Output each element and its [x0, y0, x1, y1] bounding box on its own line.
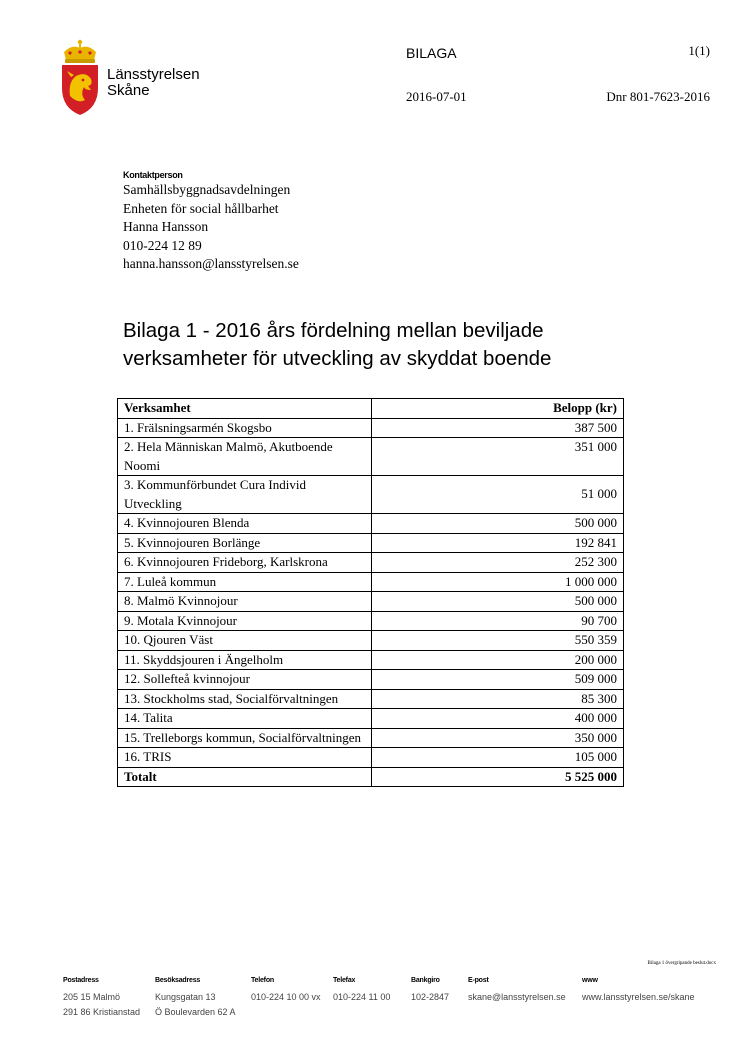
contact-department: Samhällsbyggnadsavdelningen	[123, 182, 291, 197]
table-row	[118, 631, 624, 651]
page-number: 1(1)	[688, 43, 710, 58]
document-filename: Bilaga 1 övergripande beslut.docx	[647, 961, 716, 966]
total-row	[118, 767, 624, 787]
footer-value: 010-224 10 00 vx	[251, 992, 321, 1002]
table-row	[118, 748, 624, 768]
footer-heading: Besöksadress	[155, 977, 201, 984]
row-name: 16. TRIS	[118, 748, 372, 768]
row-amount: 252 300	[372, 553, 624, 573]
footer-value: www.lansstyrelsen.se/skane	[582, 992, 695, 1002]
row-name: 13. Stockholms stad, Socialförvaltningen	[118, 689, 372, 709]
contact-phone: 010-224 12 89	[123, 237, 202, 253]
table-row	[118, 689, 624, 709]
document-date: 2016-07-01	[406, 89, 467, 104]
row-name: 14. Talita	[118, 709, 372, 729]
row-amount: 90 700	[372, 611, 624, 631]
footer-phone	[251, 976, 321, 1005]
footer-value: 010-224 11 00	[333, 992, 391, 1002]
contact-unit: Enheten för social hållbarhet	[123, 200, 279, 216]
footer-value: 205 15 Malmö	[63, 992, 121, 1002]
footer-heading: Telefon	[251, 977, 274, 984]
contact-label: Kontaktperson	[123, 170, 183, 180]
table-row	[118, 514, 624, 534]
organization-name: Länsstyrelsen	[107, 66, 200, 83]
row-name: 10. Qjouren Väst	[118, 631, 372, 651]
table-row	[118, 418, 624, 438]
total-amount: 5 525 000	[372, 767, 624, 787]
row-name: 9. Motala Kvinnojour	[118, 611, 372, 631]
footer-value: 102-2847	[411, 992, 450, 1002]
footer-heading: Telefax	[333, 977, 356, 984]
row-amount: 192 841	[372, 533, 624, 553]
footer-value: Ö Boulevarden 62 A	[155, 1007, 236, 1017]
footer-value: Kungsgatan 13	[155, 992, 216, 1002]
footer-visiting-address	[155, 976, 236, 1020]
row-amount: 51 000	[372, 476, 624, 514]
footer-heading: E-post	[468, 977, 489, 984]
table-row	[118, 533, 624, 553]
footer-email	[468, 976, 566, 1005]
table-row	[118, 476, 624, 514]
table-row	[118, 553, 624, 573]
row-name: 15. Trelleborgs kommun, Socialförvaltningen	[118, 728, 372, 748]
row-name: 3. Kommunförbundet Cura Individ Utveckling	[118, 476, 372, 514]
row-name: 2. Hela Människan Malmö, Akutboende Noomi	[118, 438, 372, 476]
footer-fax	[333, 976, 390, 1005]
row-name: 8. Malmö Kvinnojour	[118, 592, 372, 612]
row-name: 12. Sollefteå kvinnojour	[118, 670, 372, 690]
header-belopp: Belopp (kr)	[372, 399, 624, 419]
skane-coat-of-arms-icon	[58, 38, 102, 116]
footer-heading: www	[582, 977, 598, 984]
table-header-row	[118, 399, 624, 419]
row-amount: 351 000	[372, 438, 624, 476]
row-name: 5. Kvinnojouren Borlänge	[118, 533, 372, 553]
organization-region: Skåne	[107, 82, 150, 99]
table-row	[118, 670, 624, 690]
footer-heading: Bankgiro	[411, 977, 440, 984]
row-amount: 350 000	[372, 728, 624, 748]
row-name: 11. Skyddsjouren i Ängelholm	[118, 650, 372, 670]
row-name: 1. Frälsningsarmén Skogsbo	[118, 418, 372, 438]
header-verksamhet: Verksamhet	[118, 399, 372, 419]
contact-name: Hanna Hansson	[123, 219, 209, 235]
row-amount: 400 000	[372, 709, 624, 729]
title-line-1: Bilaga 1 - 2016 års fördelning mellan beviljade	[123, 319, 544, 342]
total-label: Totalt	[118, 767, 372, 787]
row-amount: 500 000	[372, 514, 624, 534]
footer	[63, 976, 713, 1026]
row-amount: 387 500	[372, 418, 624, 438]
table-row	[118, 438, 624, 476]
table-row	[118, 709, 624, 729]
contact-block	[123, 169, 299, 274]
contact-email: hanna.hansson@lansstyrelsen.se	[123, 256, 299, 272]
row-amount: 1 000 000	[372, 572, 624, 592]
row-amount: 200 000	[372, 650, 624, 670]
table-row	[118, 611, 624, 631]
allocation-table	[117, 398, 624, 787]
table-row	[118, 728, 624, 748]
row-amount: 85 300	[372, 689, 624, 709]
footer-www	[582, 976, 695, 1005]
row-name: 4. Kvinnojouren Blenda	[118, 514, 372, 534]
registration-number: Dnr 801-7623-2016	[606, 89, 710, 104]
footer-value: 291 86 Kristianstad	[63, 1007, 141, 1017]
footer-postal-address	[63, 976, 140, 1020]
row-amount: 105 000	[372, 748, 624, 768]
row-amount: 500 000	[372, 592, 624, 612]
row-amount: 509 000	[372, 670, 624, 690]
document-type: BILAGA	[406, 45, 457, 61]
row-name: 6. Kvinnojouren Frideborg, Karlskrona	[118, 553, 372, 573]
footer-value: skane@lansstyrelsen.se	[468, 992, 566, 1002]
footer-heading: Postadress	[63, 977, 99, 984]
row-amount: 550 359	[372, 631, 624, 651]
table-row	[118, 572, 624, 592]
footer-bankgiro	[411, 976, 449, 1005]
table-row	[118, 592, 624, 612]
document-title	[123, 317, 663, 373]
row-name: 7. Luleå kommun	[118, 572, 372, 592]
table-row	[118, 650, 624, 670]
title-line-2: verksamheter för utveckling av skyddat boende	[123, 347, 552, 370]
